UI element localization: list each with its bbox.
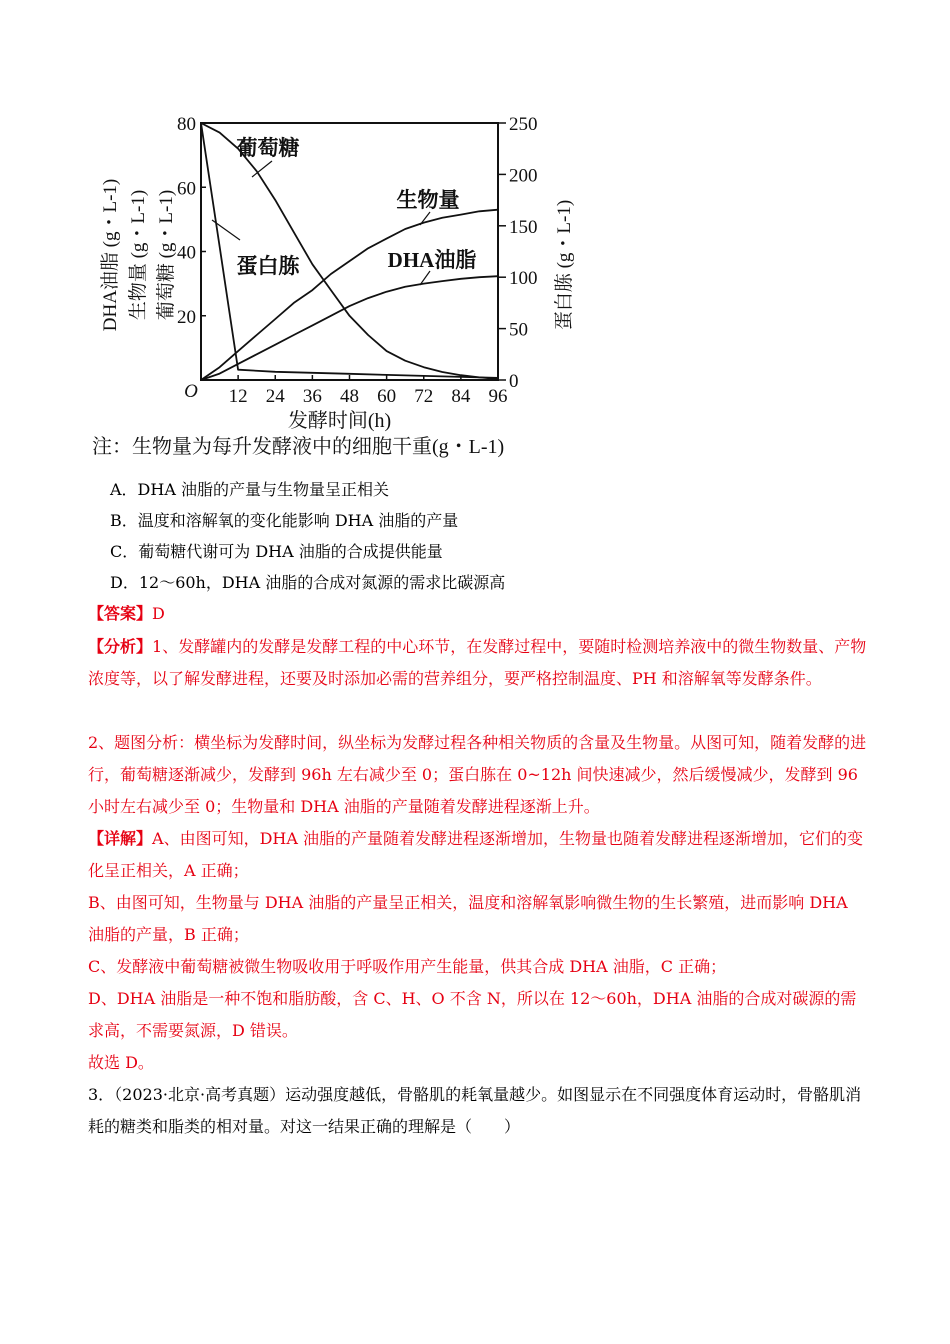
option-d: D．12～60h，DHA 油脂的合成对氮源的需求比碳源高 [110,573,506,592]
x-axis-label: 发酵时间(h) [287,410,392,432]
series-line-生物量 [201,210,498,380]
conclusion: 故选 D。 [88,1053,154,1072]
analysis-paragraph-2: 2、题图分析：横坐标为发酵时间，纵坐标为发酵过程各种相关物质的含量及生物量。从图可知，随着发酵的进行，葡萄糖逐渐减少，发酵到 96h 左右减少至 0；蛋白胨在 0~12h 间快速减少，然后缓慢减少，发酵到 96 小时左右减少至 0；生物量和 DHA 油脂的产量随着发酵进程逐渐上升。 [88,733,867,816]
detail-tag: 【详解】 [88,829,153,848]
series-label-生物量: 生物量 [396,188,460,212]
question-3: 3．（2023·北京·高考真题）运动强度越低，骨骼肌的耗氧量越少。如图显示在不同强度体育运动时，骨骼肌消耗的糖类和脂类的相对量。对这一结果正确的理解是（ ） [88,1085,862,1136]
x-tick-label: 12 [228,386,248,407]
right-tick-label: 100 [509,268,538,290]
series-label-蛋白胨: 蛋白胨 [236,254,300,278]
right-tick-label: 200 [509,165,538,187]
x-tick-label: 48 [340,386,359,407]
option-a: A．DHA 油脂的产量与生物量呈正相关 [110,480,389,499]
analysis-text-1: 1、发酵罐内的发酵是发酵工程的中心环节，在发酵过程中，要随时检测培养液中的微生物数量、产物浓度等，以了解发酵进程，还要及时添加必需的营养组分，要严格控制温度、PH 和溶解氧等发酵条件。 [88,637,867,688]
detail-d: D、DHA 油脂是一种不饱和脂肪酸，含 C、H、O 不含 N，所以在 12～60h，DHA 油脂的合成对碳源的需求高，不需要氮源，D 错误。 [88,989,857,1040]
x-tick-label: 60 [377,386,397,407]
x-tick-label: 24 [265,386,285,407]
right-axis-label: 蛋白胨 (g・L-1) [554,199,575,331]
answer-tag: 【答案】 [88,604,153,623]
fermentation-chart [80,115,600,465]
x-tick-label: 36 [302,386,322,407]
left-tick-label: 20 [177,306,196,328]
left-tick-label: 60 [177,178,196,200]
series-label-葡萄糖: 葡萄糖 [236,136,300,160]
left-axis-label: 生物量 (g・L-1) [128,189,149,321]
chart-svg [80,115,600,465]
left-tick-label: 40 [177,242,196,264]
right-tick-label: 0 [509,371,519,392]
detail-b: B、由图可知，生物量与 DHA 油脂的产量呈正相关，温度和溶解氧影响微生物的生长繁殖，进而影响 DHA 油脂的产量，B 正确； [88,893,848,944]
series-leader-蛋白胨 [212,220,240,240]
series-line-DHA油脂 [201,276,498,380]
left-tick-label: 80 [177,115,196,135]
x-tick-label: 84 [451,386,471,407]
detail-c: C、发酵液中葡萄糖被微生物吸收用于呼吸作用产生能量，供其合成 DHA 油脂，C 正确； [88,957,727,976]
x-tick-label: 96 [488,386,508,407]
answer-line [88,598,868,630]
origin-label: O [184,381,198,402]
left-axis-label: 葡萄糖 (g・L-1) [156,189,177,321]
x-tick-label: 72 [414,386,434,407]
analysis-tag: 【分析】 [88,637,153,656]
option-c: C．葡萄糖代谢可为 DHA 油脂的合成提供能量 [110,542,443,561]
answer-value: D [152,604,165,623]
option-b: B．温度和溶解氧的变化能影响 DHA 油脂的产量 [110,511,459,530]
detail-a [88,823,868,887]
left-axis-label: DHA油脂 (g・L-1) [100,178,121,332]
detail-a-text: A、由图可知，DHA 油脂的产量随着发酵进程逐渐增加，生物量也随着发酵进程逐渐增加，它们的变化呈正相关，A 正确； [88,829,863,880]
series-label-DHA油脂: DHA油脂 [387,248,477,272]
analysis-paragraph-1 [88,631,868,695]
chart-note: 注：生物量为每升发酵液中的细胞干重(g・L-1) [92,436,505,458]
right-tick-label: 50 [509,319,528,341]
right-tick-label: 150 [509,216,538,238]
right-tick-label: 250 [509,115,538,135]
